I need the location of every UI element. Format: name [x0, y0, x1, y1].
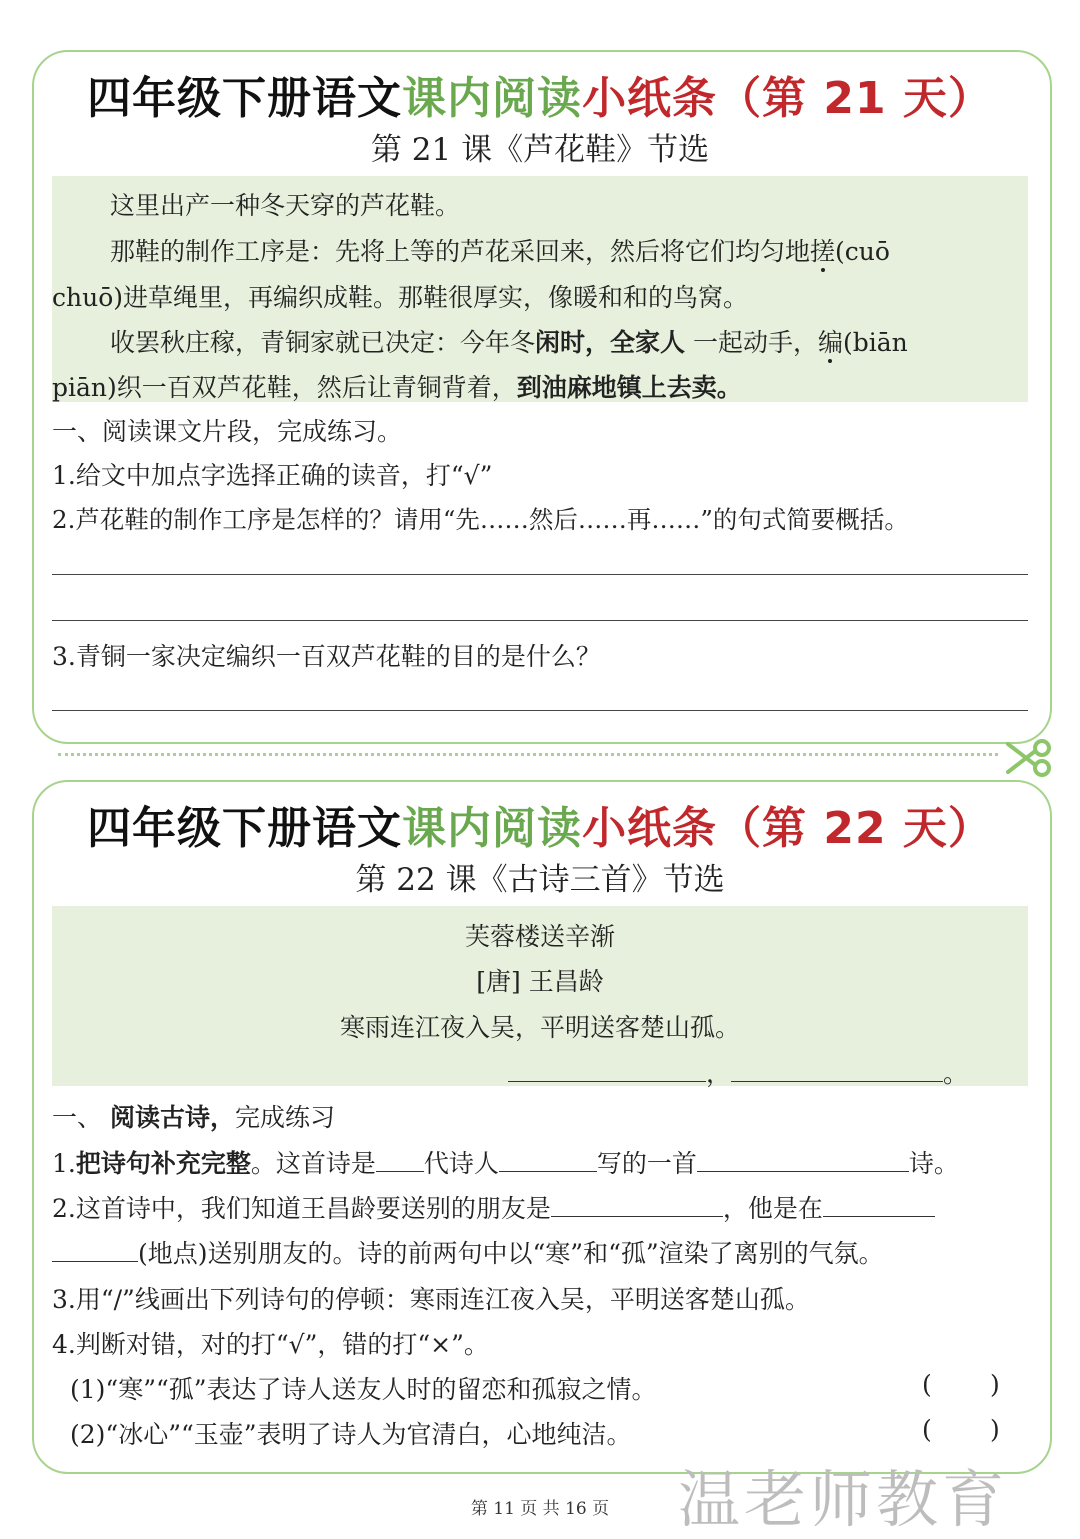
answer-line[interactable] [52, 710, 1028, 711]
header-grade: 四年级下册语文 [87, 73, 403, 124]
lesson22-question-4: 4.判断对错，对的打“√”，错的打“×”。 [52, 1330, 489, 1359]
lesson21-subtitle: 第 21 课《芦花鞋》节选 [370, 132, 710, 168]
passage-line-1: 这里出产一种冬天穿的芦花鞋。 [110, 191, 461, 220]
poem-comma: ， [706, 1059, 732, 1088]
lesson22-question-2 [52, 1189, 935, 1225]
pinyin-option: (biān [843, 328, 908, 357]
passage-text: piān)织一百双芦花鞋，然后让青铜背着， [52, 373, 517, 402]
section-number: 一、 [52, 1103, 103, 1132]
passage-text: 那鞋的制作工序是：先将上等的芦花采回来，然后将它们均匀地 [110, 237, 811, 266]
lesson22-question-4-1: (1)“寒”“孤”表达了诗人送友人时的留恋和孤寂之情。 [70, 1375, 657, 1404]
lesson21-header [32, 62, 1048, 126]
poem-fill-line[interactable] [508, 1054, 968, 1090]
question-bold-text: 把诗句补充完整 [75, 1149, 251, 1178]
question-text: (地点)送别朋友的。诗的前两句中以“寒”和“孤”渲染了离别的气氛。 [138, 1239, 884, 1268]
question-text: 。这首诗是 [250, 1149, 376, 1178]
question-text: 代诗人 [423, 1149, 499, 1178]
lesson22-question-4-2: (2)“冰心”“玉壶”表明了诗人为官清白，心地纯洁。 [70, 1420, 632, 1449]
poem-author: [唐] 王昌龄 [476, 967, 604, 996]
lesson22-question-2-cont [52, 1234, 884, 1270]
poem-blank[interactable] [731, 1057, 943, 1082]
passage-bold-text: 闲时，全家人 [535, 328, 686, 357]
question-text: 2.这首诗中，我们知道王昌龄要送别的朋友是 [52, 1194, 551, 1223]
lesson21-section-title: 一、阅读课文片段，完成练习。 [52, 417, 403, 446]
header-note: 小纸条 [582, 803, 718, 854]
section-text: 完成练习 [234, 1103, 335, 1132]
question-text: ，他是在 [722, 1194, 823, 1223]
header-day: （第 21 天） [717, 73, 993, 124]
question-text: 写的一首 [596, 1149, 697, 1178]
question-text: 诗。 [908, 1149, 959, 1178]
lesson21-question-2: 2.芦花鞋的制作工序是怎样的？请用“先……然后……再……”的句式简要概括。 [52, 505, 909, 534]
poem-title: 芙蓉楼送辛渐 [464, 922, 615, 951]
answer-paren-open[interactable]: ( [922, 1415, 932, 1444]
answer-blank[interactable] [499, 1147, 597, 1172]
answer-blank[interactable] [376, 1147, 424, 1172]
page-footer: 第 11 页 共 16 页 [470, 1499, 610, 1519]
answer-paren-close[interactable]: ) [990, 1370, 1000, 1399]
lesson22-subtitle: 第 22 课《古诗三首》节选 [355, 862, 725, 898]
answer-blank[interactable] [697, 1147, 909, 1172]
answer-blank[interactable] [823, 1192, 935, 1217]
poem-line-1: 寒雨连江夜入吴，平明送客楚山孤。 [339, 1013, 740, 1042]
section-bold-text: 阅读古诗， [109, 1103, 235, 1132]
lesson21-question-3: 3.青铜一家决定编织一百双芦花鞋的目的是什么？ [52, 642, 601, 671]
header-grade: 四年级下册语文 [87, 803, 403, 854]
answer-line[interactable] [52, 574, 1028, 575]
dotted-char: 编 [817, 328, 843, 357]
answer-blank[interactable] [551, 1192, 723, 1217]
header-reading: 课内阅读 [402, 803, 583, 854]
poem-period: 。 [943, 1059, 969, 1088]
lesson22-section-title [52, 1098, 335, 1134]
pinyin-option: (cuō [835, 237, 890, 266]
passage-line-5 [52, 368, 742, 404]
dotted-char: 搓 [810, 237, 836, 266]
poem-blank[interactable] [508, 1057, 706, 1082]
passage-text: 一起动手， [685, 328, 818, 357]
lesson22-header [32, 792, 1048, 856]
cut-line [58, 753, 998, 756]
lesson21-question-1: 1.给文中加点字选择正确的读音，打“√” [52, 461, 493, 490]
passage-line-3: chuō)进草绳里，再编织成鞋。那鞋很厚实，像暖和和的鸟窝。 [52, 283, 749, 312]
header-note: 小纸条 [582, 73, 718, 124]
lesson22-question-3: 3.用“/”线画出下列诗句的停顿：寒雨连江夜入吴，平明送客楚山孤。 [52, 1285, 810, 1314]
lesson22-question-1 [52, 1144, 959, 1180]
passage-line-4 [110, 323, 908, 359]
header-day: （第 22 天） [717, 803, 993, 854]
answer-blank[interactable] [52, 1237, 138, 1262]
passage-bold-text: 到油麻地镇上去卖。 [516, 373, 742, 402]
answer-paren-close[interactable]: ) [990, 1415, 1000, 1444]
passage-line-2 [110, 232, 890, 268]
watermark: 温老师教育 [678, 1463, 1009, 1536]
question-number: 1. [52, 1149, 76, 1178]
answer-line[interactable] [52, 620, 1028, 621]
passage-text: 收罢秋庄稼，青铜家就已决定：今年冬 [110, 328, 536, 357]
scissors-icon [1004, 738, 1054, 778]
header-reading: 课内阅读 [402, 73, 583, 124]
answer-paren-open[interactable]: ( [922, 1370, 932, 1399]
